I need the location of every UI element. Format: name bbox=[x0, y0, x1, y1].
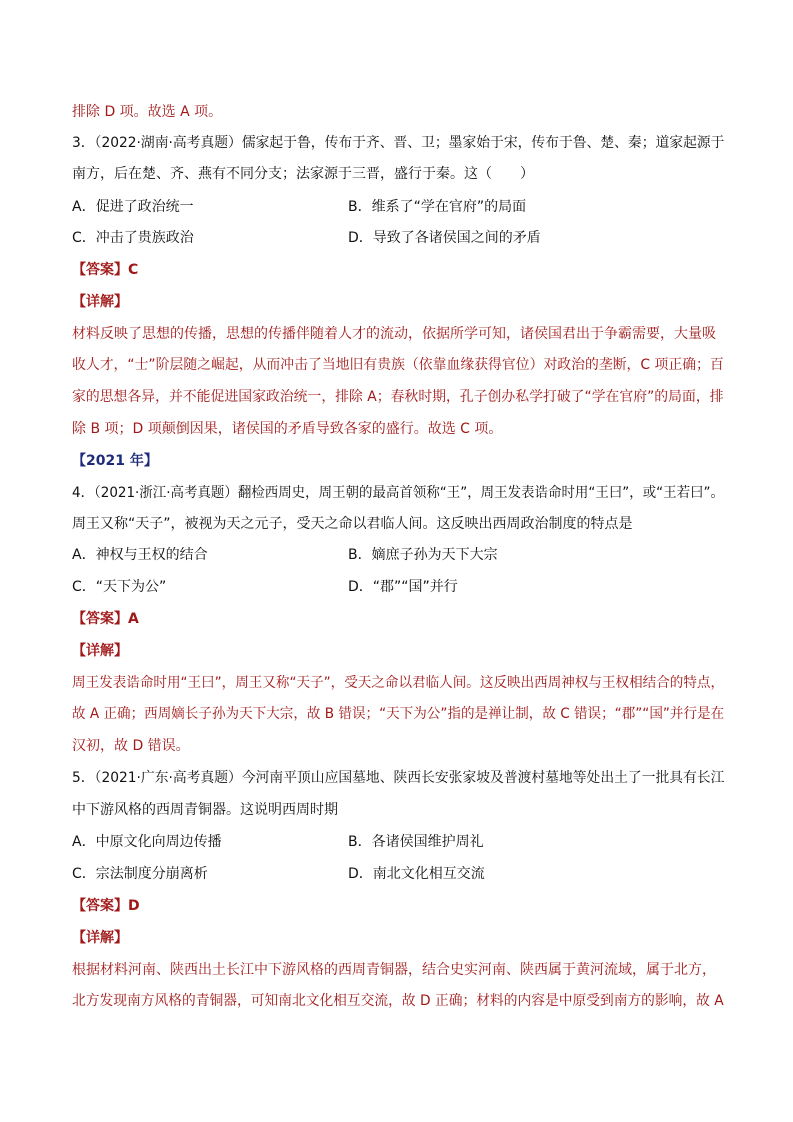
q3-detail-line-1: 材料反映了思想的传播，思想的传播伴随着人才的流动，依据所学可知，诸侯国君出于争霸需要，大量吸 bbox=[72, 326, 716, 342]
q4-detail-line-1: 周王发表诰命时用“王曰”，周王又称“天子”，受天之命以君临人间。这反映出西周神权与王权相结合的特点， bbox=[72, 675, 725, 691]
q4-detail-line-2: 故 A 正确；西周嫡长子孙为天下大宗，故 B 错误；“天下为公”指的是禅让制，故 C 错误；“郡”“国”并行是在 bbox=[72, 706, 725, 722]
q5-option-a: A．中原文化向周边传播 bbox=[72, 834, 222, 850]
q5-answer: 【答案】D bbox=[72, 898, 140, 914]
q4-option-c: C．“天下为公” bbox=[72, 579, 167, 595]
q4-option-b: B．嫡庶子孙为天下大宗 bbox=[348, 547, 498, 563]
prev-explanation-end: 排除 D 项。故选 A 项。 bbox=[72, 104, 223, 120]
year-heading: 【2021 年】 bbox=[72, 453, 158, 469]
q5-detail-line-1: 根据材料河南、陕西出土长江中下游风格的西周青铜器，结合史实河南、陕西属于黄河流域，属于北方， bbox=[72, 962, 716, 978]
q5-option-d: D．南北文化相互交流 bbox=[348, 866, 485, 882]
q3-option-b: B．维系了“学在官府”的局面 bbox=[348, 199, 527, 215]
q3-stem-line-1: 3．（2022·湖南·高考真题）儒家起于鲁，传布于齐、晋、卫；墨家始于宋，传布于鲁、楚、秦；道家起源于 bbox=[72, 135, 725, 151]
q4-option-d: D．“郡”“国”并行 bbox=[348, 579, 458, 595]
q4-stem-line-2: 周王又称“天子”，被视为天之元子，受天之命以君临人间。这反映出西周政治制度的特点是 bbox=[72, 516, 633, 532]
q5-detail-label: 【详解】 bbox=[72, 930, 128, 946]
q3-detail-line-3: 家的思想各异，并不能促进国家政治统一，排除 A；春秋时期，孔子创办私学打破了“学在官府”的局面，排 bbox=[72, 389, 724, 405]
q3-option-d: D．导致了各诸侯国之间的矛盾 bbox=[348, 230, 541, 246]
q3-option-a: A．促进了政治统一 bbox=[72, 199, 194, 215]
q3-detail-line-2: 收人才，“士”阶层随之崛起，从而冲击了当地旧有贵族（依靠血缘获得官位）对政治的垄断，C 项正确；百 bbox=[72, 357, 724, 373]
q5-option-c: C．宗法制度分崩离析 bbox=[72, 866, 208, 882]
q5-stem-line-2: 中下游风格的西周青铜器。这说明西周时期 bbox=[72, 802, 338, 818]
q5-option-b: B．各诸侯国维护周礼 bbox=[348, 834, 484, 850]
q5-detail-line-2: 北方发现南方风格的青铜器，可知南北文化相互交流，故 D 正确；材料的内容是中原受到南方的影响，故 A bbox=[72, 993, 724, 1009]
q4-stem-line-1: 4．（2021·浙江·高考真题）翻检西周史，周王朝的最高首领称“王”，周王发表诰命时用“王曰”，或“王若曰”。 bbox=[72, 485, 724, 501]
q3-detail-line-4: 除 B 项；D 项颠倒因果，诸侯国的矛盾导致各家的盛行。故选 C 项。 bbox=[72, 421, 503, 437]
q3-option-c: C．冲击了贵族政治 bbox=[72, 230, 194, 246]
q4-detail-label: 【详解】 bbox=[72, 643, 128, 659]
q4-answer: 【答案】A bbox=[72, 611, 139, 627]
q3-stem-line-2: 南方，后在楚、齐、燕有不同分支；法家源于三晋，盛行于秦。这（ ） bbox=[72, 166, 534, 182]
q4-detail-line-3: 汉初，故 D 错误。 bbox=[72, 738, 190, 754]
q4-option-a: A．神权与王权的结合 bbox=[72, 547, 208, 563]
q5-stem-line-1: 5．（2021·广东·高考真题）今河南平顶山应国墓地、陕西长安张家坡及普渡村墓地等处出土了一批具有长江 bbox=[72, 770, 725, 786]
q3-answer: 【答案】C bbox=[72, 262, 139, 278]
q3-detail-label: 【详解】 bbox=[72, 294, 128, 310]
